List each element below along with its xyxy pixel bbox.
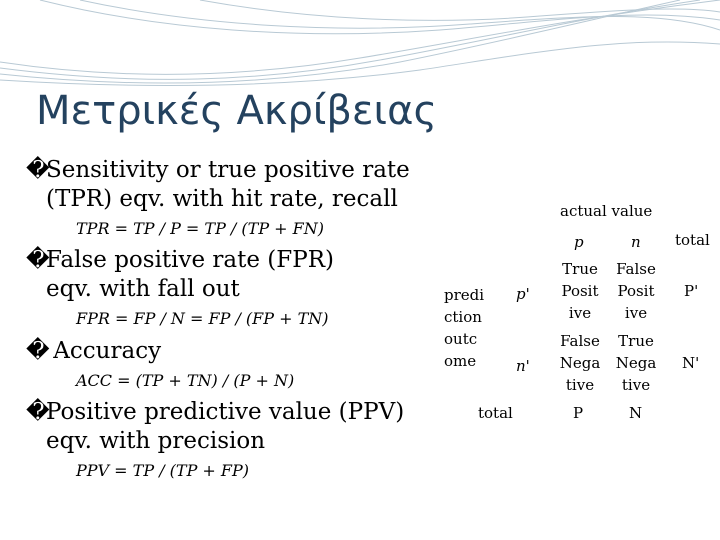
prediction-label-part: ome [444,352,477,370]
column-header-n: n [631,233,641,251]
cell-line: True [618,332,654,350]
total-row-header: total [478,404,513,422]
formula-acc: ACC = (TP + TN) / (P + N) [76,371,295,390]
cell-line: Posit [561,282,599,300]
formula-fpr: FPR = FP / N = FP / (FP + TN) [76,309,329,328]
prediction-outcome-label [444,284,484,372]
bullet-text-continued: eqv. with precision [46,428,266,454]
cell-false-positive [609,258,663,324]
column-total-n: N [629,404,643,422]
cell-false-negative [553,330,607,396]
column-total-p: P [573,404,584,422]
total-column-header: total [675,231,710,249]
bullet-text: Accuracy [46,338,162,364]
bullet-marker: � [26,157,50,183]
row-header-n-prime: n' [516,357,530,375]
cell-line: False [616,260,656,278]
prediction-label-part: predi [444,286,485,304]
cell-line: False [560,332,600,350]
cell-true-positive [553,258,607,324]
formula-tpr: TPR = TP / P = TP / (TP + FN) [76,219,325,238]
prediction-label-part: ction [444,308,482,326]
slide-title: Μετρικές Ακρίβειας [36,88,437,134]
cell-line: ive [624,304,648,322]
bullet-marker: � [26,247,50,273]
bullet-marker: � [26,338,50,364]
cell-line: Nega [615,354,657,372]
bullet-sensitivity [26,156,410,185]
bullet-text-continued: (TPR) eqv. with hit rate, recall [46,186,398,212]
formula-ppv: PPV = TP / (TP + FP) [76,461,250,480]
bullet-text-continued: eqv. with fall out [46,276,240,302]
cell-line: tive [621,376,651,394]
header-decoration [0,0,720,90]
column-header-p: p [574,233,584,251]
cell-line: tive [565,376,595,394]
row-total-n-prime: N' [682,354,700,372]
bullet-accuracy [26,337,161,366]
prediction-label-part: outc [444,330,478,348]
bullet-text: Positive predictive value (PPV) [46,399,405,425]
bullet-text: Sensitivity or true positive rate [46,157,410,183]
bullet-text: False positive rate (FPR) [46,247,335,273]
bullet-fpr [26,246,334,275]
cell-line: Posit [617,282,655,300]
cell-line: True [562,260,598,278]
bullet-ppv [26,398,404,427]
cell-true-negative [609,330,663,396]
bullet-marker: � [26,399,50,425]
cell-line: Nega [559,354,601,372]
actual-value-header: actual value [560,202,653,220]
row-total-p-prime: P' [684,282,699,300]
row-header-p-prime: p' [516,285,530,303]
cell-line: ive [568,304,592,322]
